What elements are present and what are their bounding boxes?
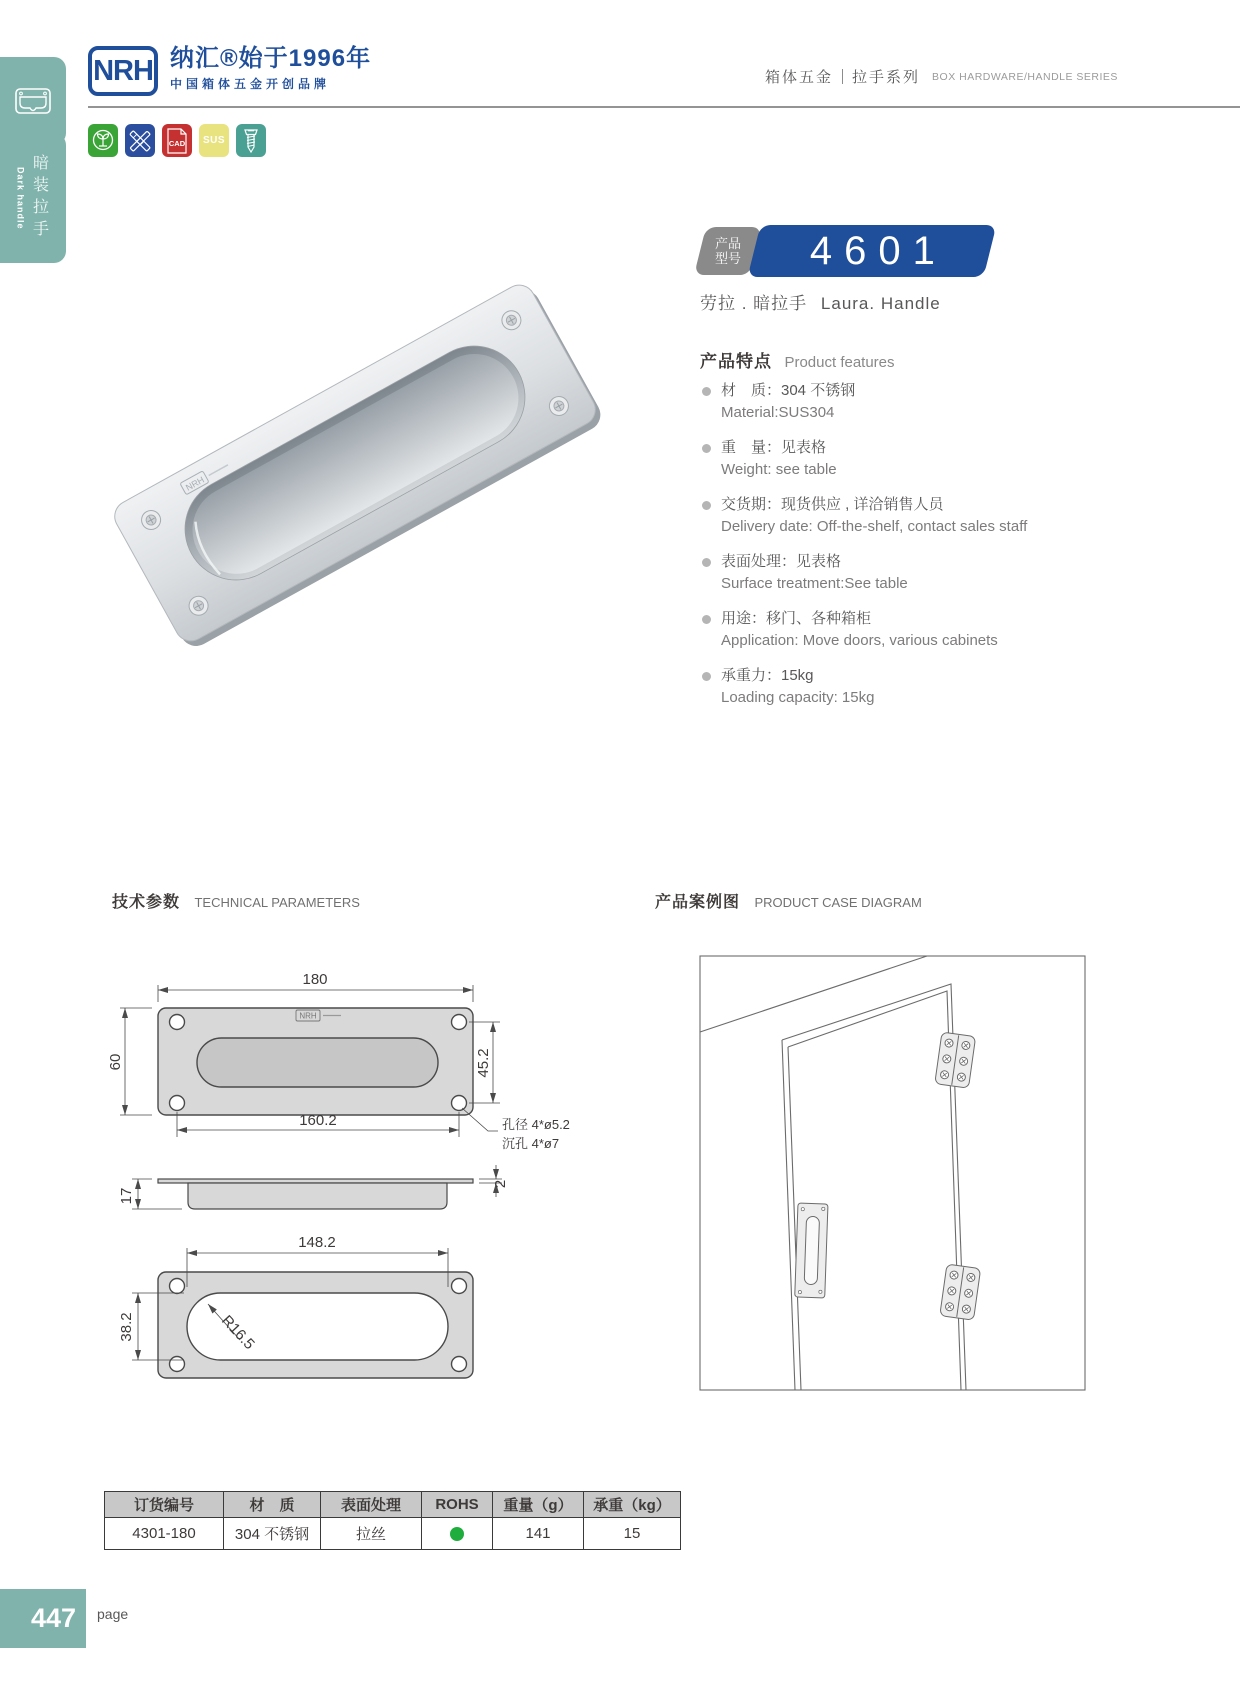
sidebar-category-label-en: Dark handle: [15, 166, 26, 230]
model-number: 4601: [809, 228, 947, 273]
col-rohs: ROHS: [422, 1492, 493, 1518]
case-diagram: [655, 928, 1155, 1400]
svg-text:NRH: NRH: [299, 1011, 317, 1021]
feature-item: 重 量：见表格 Weight: see table: [702, 437, 1082, 481]
svg-text:45.2: 45.2: [475, 1048, 492, 1078]
page-number: 447: [30, 1603, 76, 1633]
sidebar-category-icon-box: [0, 57, 66, 145]
svg-text:38.2: 38.2: [118, 1312, 135, 1342]
sidebar-category-tab: [0, 133, 66, 263]
tools-icon: [125, 124, 155, 157]
product-name-cn: 劳拉 . 暗拉手: [700, 294, 808, 313]
product-name-en: Laura. Handle: [820, 294, 941, 313]
feature-item: 交货期：现货供应 , 详洽销售人员 Delivery date: Off-the-shelf, contact sales staff: [702, 494, 1082, 538]
model-tag-line2: 型号: [714, 251, 741, 266]
hinge-bottom: [940, 1264, 981, 1320]
bullet-icon: [702, 672, 711, 681]
brand-text: [170, 46, 371, 92]
feature-item: 表面处理：见表格 Surface treatment:See table: [702, 551, 1082, 595]
brand-header: [88, 46, 371, 96]
col-material: 材 质: [224, 1492, 321, 1518]
brand-subtitle: 中国箱体五金开创品牌: [170, 77, 331, 91]
sus-icon: SUS: [199, 124, 229, 157]
tech-parameters-header: 技术参数 TECHNICAL PARAMETERS: [112, 894, 360, 911]
page-number-box: [0, 1589, 86, 1648]
product-photo: [95, 235, 615, 685]
spec-table-row: [105, 1518, 681, 1550]
cell-material: 304 不锈钢: [224, 1518, 321, 1550]
bullet-icon: [702, 387, 711, 396]
svg-text:孔径 4*ø5.2: 孔径 4*ø5.2: [502, 1117, 570, 1132]
cell-order-no: 4301-180: [105, 1518, 224, 1550]
flush-handle-icon: [13, 84, 53, 118]
case-diagram-header: 产品案例图 PRODUCT CASE DIAGRAM: [655, 894, 922, 911]
rohs-pass-icon: [450, 1527, 464, 1541]
series-name-cn: 拉手系列: [852, 69, 921, 86]
bullet-icon: [702, 501, 711, 510]
features-title-cn: 产品特点: [700, 352, 772, 371]
cell-load: 15: [584, 1518, 681, 1550]
installed-handle: [795, 1203, 828, 1298]
hinge-top: [935, 1032, 976, 1088]
spec-table: [104, 1491, 681, 1550]
svg-text:60: 60: [107, 1053, 124, 1071]
cell-rohs: [422, 1518, 493, 1550]
series-divider: [842, 69, 843, 84]
screw-icon: [236, 124, 266, 157]
cad-icon: [162, 124, 192, 157]
product-name: [700, 289, 941, 314]
features-title: [700, 347, 895, 372]
badge-row: [88, 124, 266, 157]
svg-text:R16.5: R16.5: [218, 1312, 258, 1354]
svg-text:17: 17: [118, 1187, 135, 1205]
cell-surface: 拉丝: [321, 1518, 422, 1550]
model-banner: [700, 225, 990, 275]
col-weight: 重量（g）: [493, 1492, 584, 1518]
feature-item: 承重力：15kg Loading capacity: 15kg: [702, 665, 1082, 709]
model-tag-line1: 产品: [714, 236, 741, 251]
bullet-icon: [702, 615, 711, 624]
cell-weight: 141: [493, 1518, 584, 1550]
header-rule: [88, 106, 1240, 108]
col-load: 承重（kg）: [584, 1492, 681, 1518]
sidebar-category-label-cn: 暗装拉手: [30, 154, 48, 242]
feature-item: 用途：移门、各种箱柜 Application: Move doors, various cabinets: [702, 608, 1082, 652]
nrh-logo: NRH: [88, 46, 158, 96]
features-list: [702, 380, 1082, 722]
series-header: [765, 66, 1118, 87]
technical-drawing: [100, 930, 640, 1440]
brand-title: 纳汇®始于1996年: [170, 45, 372, 72]
features-title-en: Product features: [784, 354, 895, 371]
col-order-no: 订货编号: [105, 1492, 224, 1518]
svg-text:沉孔 4*ø7: 沉孔 4*ø7: [502, 1136, 560, 1151]
svg-text:CAD: CAD: [168, 138, 186, 148]
col-surface: 表面处理: [321, 1492, 422, 1518]
series-category-cn: 箱体五金: [765, 69, 834, 86]
svg-text:2: 2: [492, 1179, 509, 1189]
model-number-banner: [748, 225, 997, 277]
bullet-icon: [702, 444, 711, 453]
feature-item: 材 质：304 不锈钢 Material:SUS304: [702, 380, 1082, 424]
page-label: page: [97, 1606, 129, 1622]
svg-text:180: 180: [302, 971, 328, 988]
spec-table-header-row: [105, 1492, 681, 1518]
eco-icon: [88, 124, 118, 157]
svg-text:148.2: 148.2: [298, 1234, 336, 1251]
svg-text:NRH: NRH: [184, 474, 206, 493]
svg-text:160.2: 160.2: [299, 1112, 337, 1129]
series-name-en: BOX HARDWARE/HANDLE SERIES: [932, 70, 1118, 83]
bullet-icon: [702, 558, 711, 567]
